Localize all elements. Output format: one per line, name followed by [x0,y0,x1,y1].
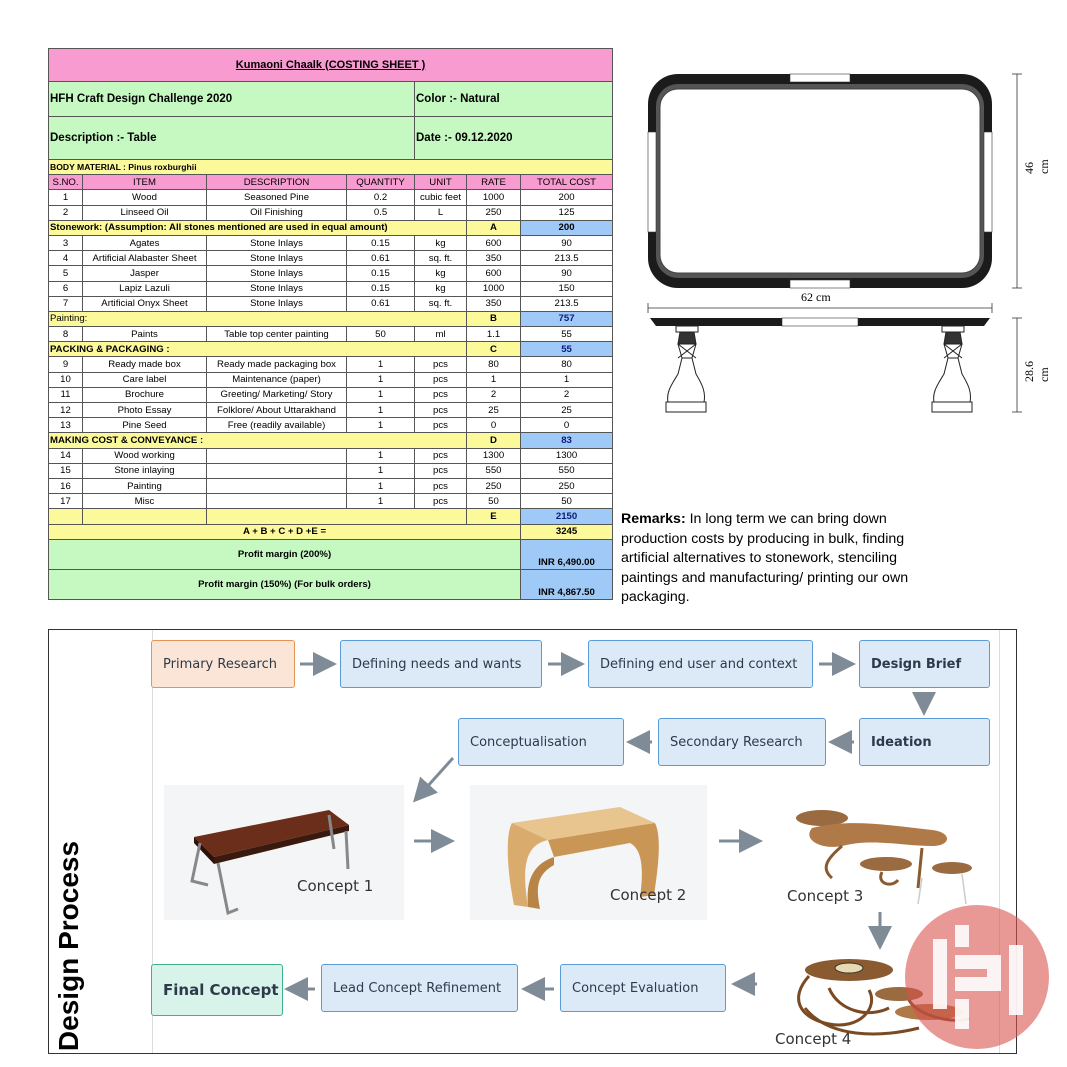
col-description: DESCRIPTION [207,175,347,190]
cell-total: 90 [521,235,613,250]
concept-1-image [164,785,404,920]
cell-description: Stone Inlays [207,251,347,266]
section-total: 55 [521,342,613,357]
cell-unit: pcs [415,463,467,478]
cell-description: Stone Inlays [207,296,347,311]
cell-total: 50 [521,494,613,509]
cell-item: Wood [83,190,207,205]
cell-total: 250 [521,478,613,493]
cell-item: Artificial Onyx Sheet [83,296,207,311]
remarks-text [621,510,951,608]
cell-total: 55 [521,327,613,342]
cell-rate: 250 [467,205,521,220]
cell-quantity: 1 [347,418,415,433]
table-row [49,372,613,387]
sum-label: A + B + C + D +E = [49,524,521,539]
cell-total: 1300 [521,448,613,463]
col-sno: S.NO. [49,175,83,190]
table-row [49,235,613,250]
cell-rate: 600 [467,266,521,281]
cell-rate: 80 [467,357,521,372]
section-code: A [467,220,521,235]
cell-sno: 8 [49,327,83,342]
cell-item: Misc [83,494,207,509]
cell-total: 1 [521,372,613,387]
design-brief-box: Design Brief [859,640,990,688]
costing-title: Kumaoni Chaalk (COSTING SHEET ) [49,49,613,82]
table-row [49,403,613,418]
cell-total: 25 [521,403,613,418]
cell-sno: 2 [49,205,83,220]
table-row [49,387,613,402]
cell-unit: sq. ft. [415,296,467,311]
section-total: 2150 [521,509,613,524]
height-side-label: 28.6 cm [1022,361,1051,382]
defining-needs-box: Defining needs and wants [340,640,542,688]
cell-total: 0 [521,418,613,433]
cell-item: Care label [83,372,207,387]
concept-2-label: Concept 2 [610,886,687,904]
table-row [49,190,613,205]
cell-quantity: 1 [347,463,415,478]
section-total: 757 [521,311,613,326]
cell-rate: 50 [467,494,521,509]
cell-item: Photo Essay [83,403,207,418]
cell-item: Pine Seed [83,418,207,433]
cell-sno: 3 [49,235,83,250]
brand-logo-mark [905,905,1049,1049]
col-unit: UNIT [415,175,467,190]
cell-description: Oil Finishing [207,205,347,220]
cell-quantity: 0.61 [347,296,415,311]
profit-row-2 [49,569,613,599]
cell-description: Stone Inlays [207,281,347,296]
profit-value: INR 6,490.00 [521,539,613,569]
cell-rate: 350 [467,296,521,311]
cell-unit: pcs [415,478,467,493]
design-process-title: Design Process [53,840,84,1052]
conceptualisation-box: Conceptualisation [458,718,624,766]
cell-total: 80 [521,357,613,372]
cell-quantity: 50 [347,327,415,342]
top-view [648,74,992,288]
cell-quantity: 0.15 [347,235,415,250]
design-process-panel [48,629,1017,1054]
cell-sno: 4 [49,251,83,266]
cell-description: Stone Inlays [207,235,347,250]
cell-rate: 25 [467,403,521,418]
packing-label: PACKING & PACKAGING : [49,342,467,357]
cell-unit: pcs [415,387,467,402]
brand-logo [905,905,1049,1049]
cell-quantity: 0.5 [347,205,415,220]
cell-rate: 1000 [467,190,521,205]
cell-description [207,463,347,478]
cell-rate: 1000 [467,281,521,296]
cell-sno: 1 [49,190,83,205]
cell-quantity: 0.2 [347,190,415,205]
arrow-diagonal [417,758,453,798]
section-code: C [467,342,521,357]
cell-item: Linseed Oil [83,205,207,220]
cell-sno: 17 [49,494,83,509]
cell-unit: kg [415,235,467,250]
cell-item: Jasper [83,266,207,281]
cell-total: 125 [521,205,613,220]
col-rate: RATE [467,175,521,190]
table-row [49,418,613,433]
final-concept-box: Final Concept [151,964,283,1016]
cell-total: 213.5 [521,251,613,266]
body-material: BODY MATERIAL : Pinus roxburghii [49,160,613,175]
concept-evaluation-box: Concept Evaluation [560,964,726,1012]
cell-quantity: 0.15 [347,281,415,296]
cell-unit: pcs [415,372,467,387]
cell-quantity: 1 [347,372,415,387]
table-technical-drawing [640,62,1050,422]
remarks-label: Remarks: [621,511,686,527]
painting-label: Painting: [49,311,467,326]
table-drawing-svg [640,62,1050,422]
costing-table [48,48,613,600]
table-row [49,327,613,342]
making-section [49,433,613,448]
cell-quantity: 1 [347,387,415,402]
width-label: 62 cm [801,290,831,304]
cell-total: 200 [521,190,613,205]
cell-item: Ready made box [83,357,207,372]
col-total-cost: TOTAL COST [521,175,613,190]
section-total: 83 [521,433,613,448]
cell-sno: 13 [49,418,83,433]
cell-quantity: 1 [347,357,415,372]
section-code: B [467,311,521,326]
cell-unit: cubic feet [415,190,467,205]
e-row [49,509,613,524]
cell-quantity: 1 [347,478,415,493]
cell-item: Brochure [83,387,207,402]
cell-item: Lapiz Lazuli [83,281,207,296]
cell-description: Free (readily available) [207,418,347,433]
sum-row [49,524,613,539]
col-quantity: QUANTITY [347,175,415,190]
cell-sno: 6 [49,281,83,296]
cell-description [207,478,347,493]
color-field: Color :- Natural [415,82,613,117]
table-row [49,448,613,463]
cell-total: 2 [521,387,613,402]
cell-quantity: 0.61 [347,251,415,266]
description-field: Description :- Table [49,117,415,160]
cell-total: 150 [521,281,613,296]
cell-sno: 14 [49,448,83,463]
cell-description: Greeting/ Marketing/ Story [207,387,347,402]
cell-rate: 250 [467,478,521,493]
concept-1-card [164,785,404,920]
cell-unit: kg [415,281,467,296]
lead-refinement-box: Lead Concept Refinement [321,964,518,1012]
table-row [49,251,613,266]
cell-quantity: 1 [347,448,415,463]
cell-description: Table top center painting [207,327,347,342]
cell-unit: kg [415,266,467,281]
cell-sno: 5 [49,266,83,281]
cell-unit: pcs [415,418,467,433]
cell-description: Maintenance (paper) [207,372,347,387]
stonework-label: Stonework: (Assumption: All stones mentioned are used in equal amount) [49,220,467,235]
cell-sno: 7 [49,296,83,311]
cell-rate: 600 [467,235,521,250]
cell-description: Seasoned Pine [207,190,347,205]
section-total: 200 [521,220,613,235]
concept-2-card [470,785,707,920]
cell-sno: 11 [49,387,83,402]
cell-description: Stone Inlays [207,266,347,281]
cell-item: Paints [83,327,207,342]
cell-description [207,494,347,509]
cell-quantity: 0.15 [347,266,415,281]
section-code: D [467,433,521,448]
cell-unit: L [415,205,467,220]
table-row [49,205,613,220]
concept-4-label: Concept 4 [775,1030,852,1048]
date-field: Date :- 09.12.2020 [415,117,613,160]
cell-unit: sq. ft. [415,251,467,266]
defining-user-box: Defining end user and context [588,640,813,688]
challenge-name: HFH Craft Design Challenge 2020 [49,82,415,117]
table-row [49,463,613,478]
cell-description: Ready made packaging box [207,357,347,372]
cell-total: 90 [521,266,613,281]
cell-total: 213.5 [521,296,613,311]
cell-sno: 12 [49,403,83,418]
profit-value: INR 4,867.50 [521,569,613,599]
cell-sno: 15 [49,463,83,478]
concept-1-label: Concept 1 [297,877,374,895]
cell-unit: pcs [415,403,467,418]
table-row [49,478,613,493]
section-code: E [467,509,521,524]
table-row [49,266,613,281]
col-item: ITEM [83,175,207,190]
cell-unit: pcs [415,357,467,372]
secondary-research-box: Secondary Research [658,718,826,766]
cell-rate: 0 [467,418,521,433]
profit-label: Profit margin (150%) (For bulk orders) [49,569,521,599]
concept-3-label: Concept 3 [787,887,864,905]
cell-rate: 550 [467,463,521,478]
ideation-box: Ideation [859,718,990,766]
cell-quantity: 1 [347,494,415,509]
cell-quantity: 1 [347,403,415,418]
making-label: MAKING COST & CONVEYANCE : [49,433,467,448]
cell-rate: 1.1 [467,327,521,342]
cell-item: Agates [83,235,207,250]
remarks-body: In long term we can bring down production costs by producing in bulk, finding artificial alternatives to stonework, stenciling paintings and manufacturing/ printing our own packaging. [621,511,909,606]
costing-sheet [48,48,612,600]
cell-rate: 1 [467,372,521,387]
table-row [49,296,613,311]
table-row [49,281,613,296]
cell-sno: 16 [49,478,83,493]
cell-description: Folklore/ About Uttarakhand [207,403,347,418]
cell-sno: 9 [49,357,83,372]
stonework-section [49,220,613,235]
cell-total: 550 [521,463,613,478]
column-header-row [49,175,613,190]
height-top-label: 46 cm [1022,159,1051,174]
cell-unit: pcs [415,494,467,509]
table-row [49,494,613,509]
profit-label: Profit margin (200%) [49,539,521,569]
painting-section [49,311,613,326]
cell-item: Artificial Alabaster Sheet [83,251,207,266]
cell-rate: 1300 [467,448,521,463]
cell-item: Wood working [83,448,207,463]
primary-research-box: Primary Research [151,640,295,688]
side-view [650,318,990,412]
sum-total: 3245 [521,524,613,539]
cell-unit: pcs [415,448,467,463]
table-row [49,357,613,372]
cell-item: Stone inlaying [83,463,207,478]
cell-sno: 10 [49,372,83,387]
profit-row-1 [49,539,613,569]
packing-section [49,342,613,357]
cell-rate: 2 [467,387,521,402]
cell-item: Painting [83,478,207,493]
cell-rate: 350 [467,251,521,266]
cell-unit: ml [415,327,467,342]
cell-description [207,448,347,463]
